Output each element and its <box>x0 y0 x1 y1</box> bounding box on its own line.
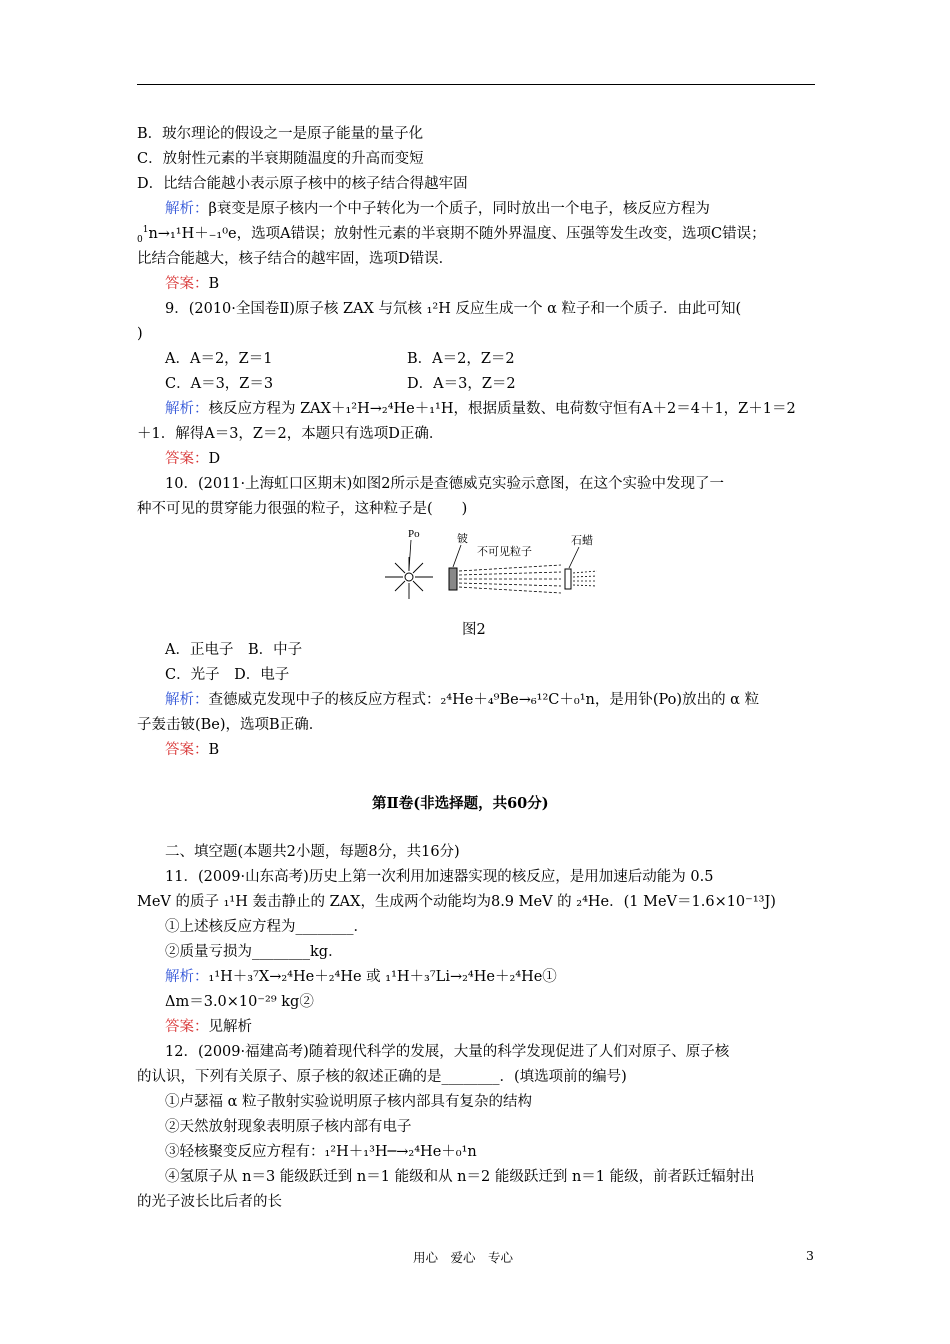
q12-item4-line1: ④氢原子从 n＝3 能级跃迁到 n＝1 能级和从 n＝2 能级跃迁到 n＝1 能级，前者跃迁辐射出 <box>165 1169 755 1185</box>
section2-heading: 二、填空题(本题共2小题，每题8分，共16分) <box>165 844 460 860</box>
q9-option-b: B．A＝2，Z＝2 <box>407 351 515 367</box>
q9-stem-line1: 9．(2010·全国卷Ⅱ)原子核 ZAX 与氘核 ₁²H 反应生成一个 α 粒子和一个质子．由此可知( <box>165 301 742 317</box>
q10-stem-line1: 10．(2011·上海虹口区期末)如图2所示是查德威克实验示意图，在这个实验中发现了一 <box>165 476 724 492</box>
answer-label: 答案： <box>165 276 209 292</box>
q11-item1: ①上述核反应方程为________． <box>165 919 368 935</box>
q10-analysis-line1: 解析：查德威克发现中子的核反应方程式：₂⁴He＋₄⁹Be→₆¹²C＋₀¹n，是用钋(Po)放出的 α 粒 <box>165 692 760 708</box>
q9-analysis-line2: ＋1．解得A＝3，Z＝2，本题只有选项D正确． <box>137 426 444 442</box>
q10-answer: 答案：B <box>165 742 220 758</box>
q9-answer: 答案：D <box>165 451 221 467</box>
q11-analysis-line1: 解析：₁¹H＋₃⁷X→₂⁴He＋₂⁴He 或 ₁¹H＋₃⁷Li→₂⁴He＋₂⁴He① <box>165 969 557 985</box>
q12-item2: ②天然放射现象表明原子核内部有电子 <box>165 1119 412 1135</box>
chadwick-experiment-figure <box>375 527 605 609</box>
q8-answer: 答案：B <box>165 276 220 292</box>
q9-stem-line2: ) <box>137 326 143 342</box>
paraffin-block <box>565 569 571 589</box>
q12-item3: ③轻核聚变反应方程有：₁²H＋₁³H─→₂⁴He＋₀¹n <box>165 1144 477 1160</box>
figure-label-paraffin: 石蜡 <box>571 534 593 547</box>
q11-item2: ②质量亏损为________kg． <box>165 944 343 960</box>
q10-options-ab: A．正电子 B．中子 <box>165 642 303 658</box>
q8-analysis-line1: 解析：β衰变是原子核内一个中子转化为一个质子，同时放出一个电子，核反应方程为 <box>165 201 710 217</box>
q9-option-d: D．A＝3，Z＝2 <box>407 376 516 392</box>
option-d: D．比结合能越小表示原子核中的核子结合得越牢固 <box>137 176 468 192</box>
q9-analysis-line1: 解析：核反应方程为 ZAX＋₁²H→₂⁴He＋₁¹H，根据质量数、电荷数守恒有A＋2＝4＋1，Z＋1＝2 <box>165 401 796 417</box>
figure-label-particle: 不可见粒子 <box>477 545 532 558</box>
q11-stem-line1: 11．(2009·山东高考)历史上第一次利用加速器实现的核反应，是用加速后动能为 0.5 <box>165 869 714 885</box>
figure-label-be: 铍 <box>457 532 468 545</box>
q12-item4-line2: 的光子波长比后者的长 <box>137 1194 282 1210</box>
q11-answer: 答案：见解析 <box>165 1019 252 1035</box>
q9-option-c: C．A＝3，Z＝3 <box>165 376 274 392</box>
q12-item1: ①卢瑟福 α 粒子散射实验说明原子核内部具有复杂的结构 <box>165 1094 533 1110</box>
q11-analysis-line2: Δm＝3.0×10⁻²⁹ kg② <box>165 994 314 1010</box>
option-c: C．放射性元素的半衰期随温度的升高而变短 <box>137 151 424 167</box>
page-number: 3 <box>806 1248 814 1263</box>
q8-analysis-line2: $_0^1$n→₁¹H＋₋₁⁰e，选项A错误；放射性元素的半衰期不随外界温度、压强等发生改变，选项C错误； <box>137 225 766 245</box>
header-rule <box>137 84 815 85</box>
q12-stem-line2: 的认识，下列有关原子、原子核的叙述正确的是________．(填选项前的编号) <box>137 1069 627 1085</box>
q9-option-a: A．A＝2，Z＝1 <box>165 351 273 367</box>
footer-slogan: 用心 爱心 专心 <box>413 1250 514 1265</box>
q8-analysis-line3: 比结合能越大，核子结合的越牢固，选项D错误． <box>137 251 454 267</box>
figure-caption: 图2 <box>462 622 486 638</box>
po-source <box>405 573 413 581</box>
analysis-label: 解析： <box>165 201 209 217</box>
option-b: B．玻尔理论的假设之一是原子能量的量子化 <box>137 126 424 142</box>
figure-label-po: Po <box>408 528 420 540</box>
q10-analysis-line2: 子轰击铍(Be)，选项B正确． <box>137 717 324 733</box>
q12-stem-line1: 12．(2009·福建高考)随着现代科学的发展，大量的科学发现促进了人们对原子、原子核 <box>165 1044 730 1060</box>
q10-stem-line2: 种不可见的贯穿能力很强的粒子，这种粒子是( ) <box>137 501 468 517</box>
beryllium-block <box>449 568 457 590</box>
q11-stem-line2: MeV 的质子 ₁¹H 轰击静止的 ZAX，生成两个动能均为8.9 MeV 的 ₂⁴He．(1 MeV＝1.6×10⁻¹³J) <box>137 894 776 910</box>
section-title: 第Ⅱ卷(非选择题，共60分) <box>372 795 549 812</box>
q10-options-cd: C．光子 D．电子 <box>165 667 290 683</box>
